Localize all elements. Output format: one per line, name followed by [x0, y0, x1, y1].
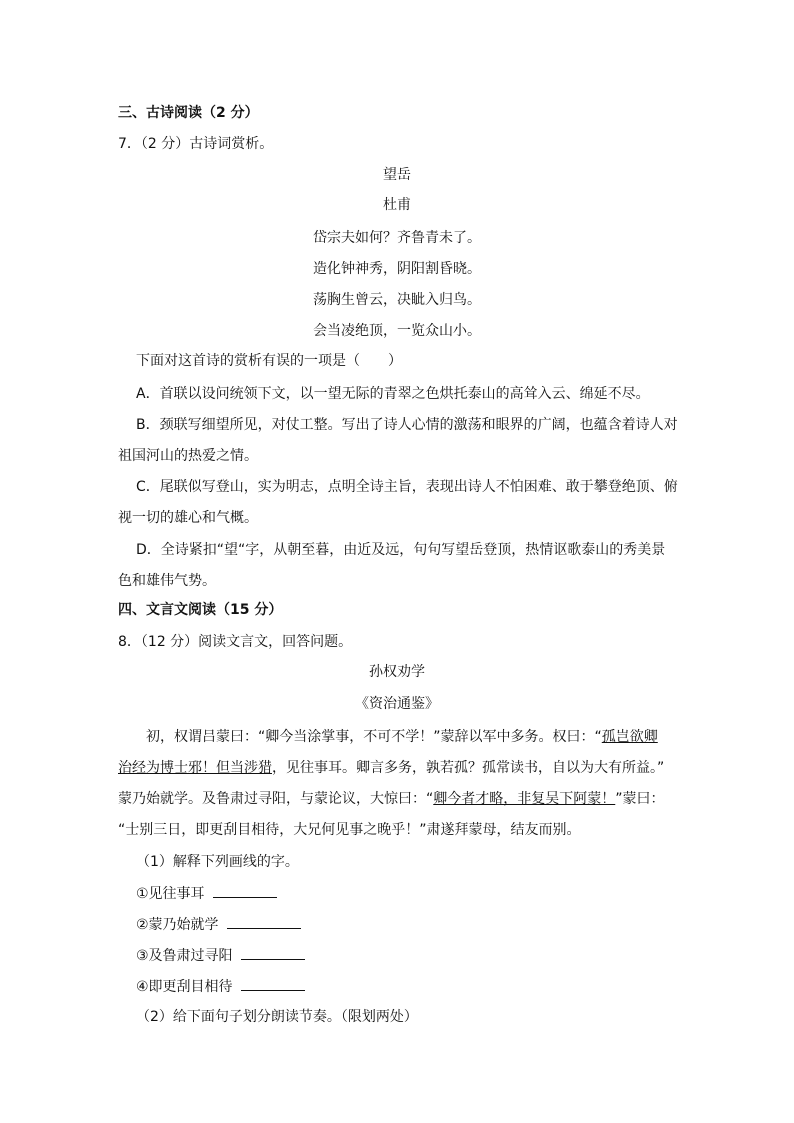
option-b-line1: B．颈联写细望所见，对仗工整。写出了诗人心情的激荡和眼界的广阔，也蕴含着诗人对	[136, 417, 678, 433]
underlined-sentence: 卿今者才略，非复吴下阿蒙！	[433, 791, 616, 807]
fill-item	[136, 883, 678, 904]
passage-source: 《资治通鉴》	[355, 696, 439, 712]
passage-text: 初，权谓吕蒙曰：“卿今当涂掌事，不可不学！”蒙辞以军中多务。权曰：“	[146, 729, 602, 745]
fill-item	[136, 976, 678, 997]
poem-author: 杜甫	[383, 197, 411, 213]
passage-line-4: “士别三日，即更刮目相待，大兄何见事之晚乎！”肃遂拜蒙母，结友而别。	[118, 822, 581, 838]
fill-item-text: ②蒙乃始就学	[136, 917, 219, 933]
answer-blank[interactable]	[213, 883, 277, 898]
underlined-sentence: 孤岂欲卿	[601, 729, 658, 745]
poem-line: 造化钟神秀，阴阳割昏晓。	[313, 261, 481, 277]
section-heading-poetry: 三、古诗阅读（2 分）	[118, 105, 259, 121]
fill-item-text: ④即更刮目相待	[136, 979, 233, 995]
question-8-stem: 8．（12 分）阅读文言文，回答问题。	[118, 634, 353, 650]
option-c-line1: C．尾联似写登山，实为明志，点明全诗主旨，表现出诗人不怕困难、敢于攀登绝顶、俯	[136, 479, 678, 495]
passage-line-3	[118, 789, 678, 809]
passage-text: 蒙乃始就学。及鲁肃过寻阳，与蒙论议，大惊曰：“	[118, 791, 434, 807]
passage-text: ，见往事耳。卿言多务，孰若孤？孤常读书，自以为大有所益。”	[272, 760, 665, 776]
option-d-line2: 色和雄伟气势。	[118, 573, 216, 589]
poem-line: 岱宗夫如何？齐鲁青未了。	[313, 230, 481, 246]
question-7-prompt: 下面对这首诗的赏析有误的一项是（ ）	[136, 353, 402, 369]
option-d-line1: D．全诗紧扣“望“字，从朝至暮，由近及远，句句写望岳登顶，热情讴歌泰山的秀美景	[136, 542, 666, 558]
passage-line-2	[118, 758, 678, 778]
answer-blank[interactable]	[241, 976, 305, 991]
fill-item	[136, 945, 678, 966]
passage-text: ”蒙曰：	[615, 791, 665, 807]
fill-item	[136, 914, 678, 935]
answer-blank[interactable]	[227, 914, 301, 929]
fill-item-text: ①见往事耳	[136, 886, 205, 902]
passage-line-1	[146, 727, 686, 747]
poem-title: 望岳	[383, 167, 411, 183]
fill-item-text: ③及鲁肃过寻阳	[136, 948, 233, 964]
answer-blank[interactable]	[241, 945, 305, 960]
option-c-line2: 视一切的雄心和气概。	[118, 510, 258, 526]
poem-line: 会当凌绝顶，一览众山小。	[313, 323, 481, 339]
underlined-sentence: 治经为博士邪！但当涉猎	[118, 760, 272, 776]
poem-line: 荡胸生曾云，决眦入归鸟。	[313, 292, 481, 308]
sub-question-1: （1）解释下列画线的字。	[136, 854, 299, 870]
option-b-line2: 祖国河山的热爱之情。	[118, 448, 258, 464]
option-a: A．首联以设问统领下文，以一望无际的青翠之色烘托泰山的高耸入云、绵延不尽。	[136, 386, 650, 402]
question-7-stem: 7．（2 分）古诗词赏析。	[118, 136, 274, 152]
sub-question-2: （2）给下面句子划分朗读节奏。（限划两处）	[136, 1009, 418, 1025]
passage-title: 孙权劝学	[369, 664, 425, 680]
section-heading-classical: 四、文言文阅读（15 分）	[118, 602, 283, 618]
